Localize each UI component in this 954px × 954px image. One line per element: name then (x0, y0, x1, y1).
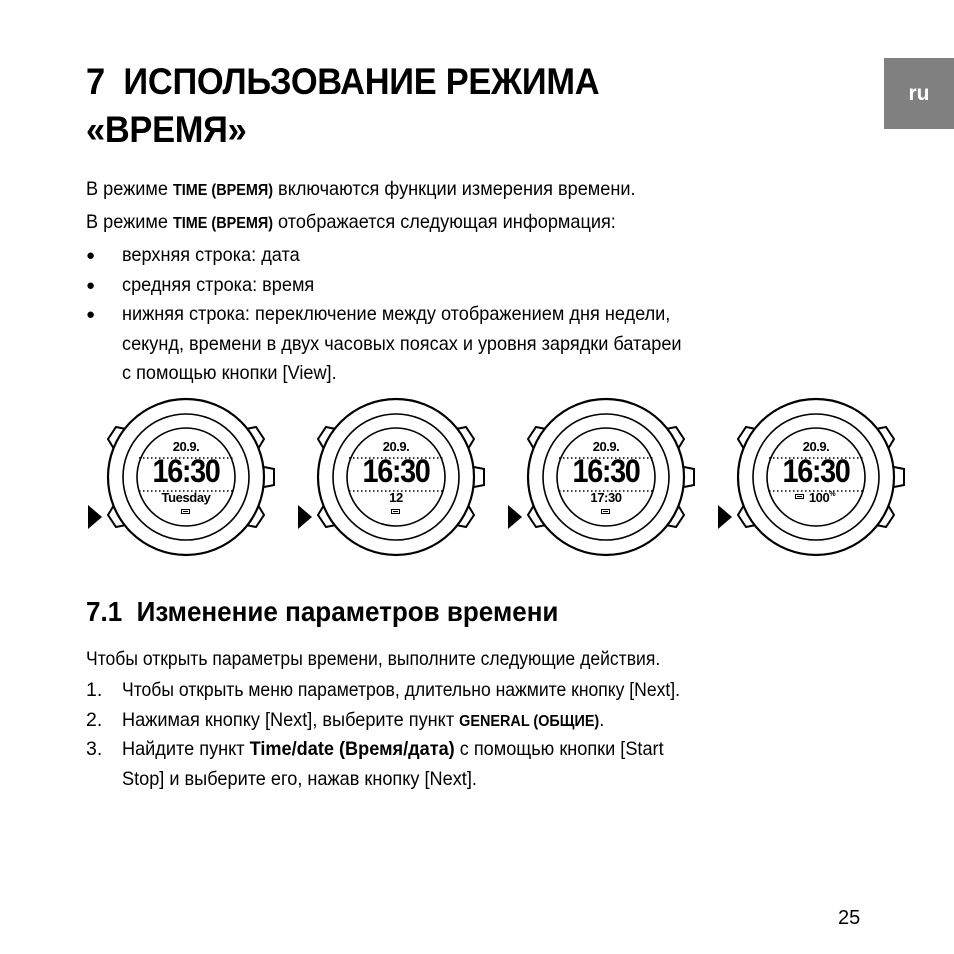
watch-date: 20.9. (172, 439, 200, 454)
bullet-line: с помощью кнопки [View]. (122, 362, 337, 384)
intro-text: отображается следующая информация: (273, 211, 616, 233)
language-tab (884, 58, 954, 129)
watch-date: 20.9. (382, 439, 410, 454)
watch-time: 16:30 (362, 453, 430, 489)
intro-text: В режиме (86, 211, 173, 233)
step-text: Нажимая кнопку [Next], выберите пункт (122, 709, 460, 731)
chapter-title (86, 58, 599, 154)
menu-item-name: Time/date (Время/дата) (249, 738, 455, 760)
watch-illustration-dual-time (506, 397, 706, 557)
page-number: 25 (838, 907, 861, 929)
watch-illustration-weekday (86, 397, 286, 557)
intro-text: включаются функции измерения времени. (273, 178, 636, 200)
intro-text: В режиме (86, 178, 173, 200)
watch-time: 16:30 (152, 453, 220, 489)
menu-item-name: GENERAL (ОБЩИЕ) (459, 713, 600, 730)
watch-bottom-row: 12 (389, 490, 403, 505)
watch-time: 16:30 (782, 453, 850, 489)
step-number: 2. (86, 709, 103, 731)
mode-name: TIME (ВРЕМЯ) (172, 182, 274, 199)
bullet-line: нижняя строка: переключение между отображением дня недели, (122, 303, 671, 325)
mode-name: TIME (ВРЕМЯ) (172, 215, 274, 232)
battery-level: 100 (808, 490, 830, 505)
step-text: . (599, 709, 605, 731)
watch-date: 20.9. (802, 439, 830, 454)
intro-paragraph-1 (86, 176, 636, 204)
step-text: Найдите пункт (122, 738, 250, 760)
section-intro: Чтобы открыть параметры времени, выполните следующие действия. (86, 648, 661, 670)
step-text: с помощью кнопки [Start (454, 738, 664, 760)
step-2 (122, 706, 604, 737)
bullet-item: средняя строка: время (122, 274, 315, 296)
step-number: 3. (86, 738, 103, 760)
section-title: 7.1 Изменение параметров времени (86, 596, 559, 627)
bullet-icon: ● (86, 277, 96, 294)
step-3 (122, 735, 664, 794)
step-line (122, 735, 664, 765)
intro-paragraph-2 (86, 209, 616, 237)
chapter-title-line1: 7 ИСПОЛЬЗОВАНИЕ РЕЖИМА (86, 61, 600, 102)
bullet-icon: ● (86, 306, 96, 323)
watch-date: 20.9. (592, 439, 620, 454)
bullet-icon: ● (86, 247, 96, 264)
battery-icon (391, 509, 400, 514)
bullet-item: верхняя строка: дата (122, 244, 300, 266)
battery-unit: % (829, 491, 836, 498)
battery-icon (181, 509, 190, 514)
bullet-line: секунд, времени в двух часовых поясах и уровня зарядки батареи (122, 332, 682, 355)
bullet-item (122, 300, 682, 389)
step-line: Stop] и выберите его, нажав кнопку [Next]. (122, 767, 477, 790)
watch-bottom-row: 17:30 (590, 490, 622, 505)
watch-time: 16:30 (572, 453, 640, 489)
battery-icon (601, 509, 610, 514)
chapter-title-line2: «ВРЕМЯ» (86, 109, 247, 150)
step-number: 1. (86, 679, 103, 701)
watch-bottom-row (722, 490, 922, 505)
watch-illustration-seconds (296, 397, 496, 557)
watch-illustration-battery (716, 397, 916, 557)
language-tab-label: ru (908, 81, 930, 105)
watch-bottom-row: Tuesday (161, 490, 211, 505)
step-1: Чтобы открыть меню параметров, длительно нажмите кнопку [Next]. (122, 679, 681, 701)
